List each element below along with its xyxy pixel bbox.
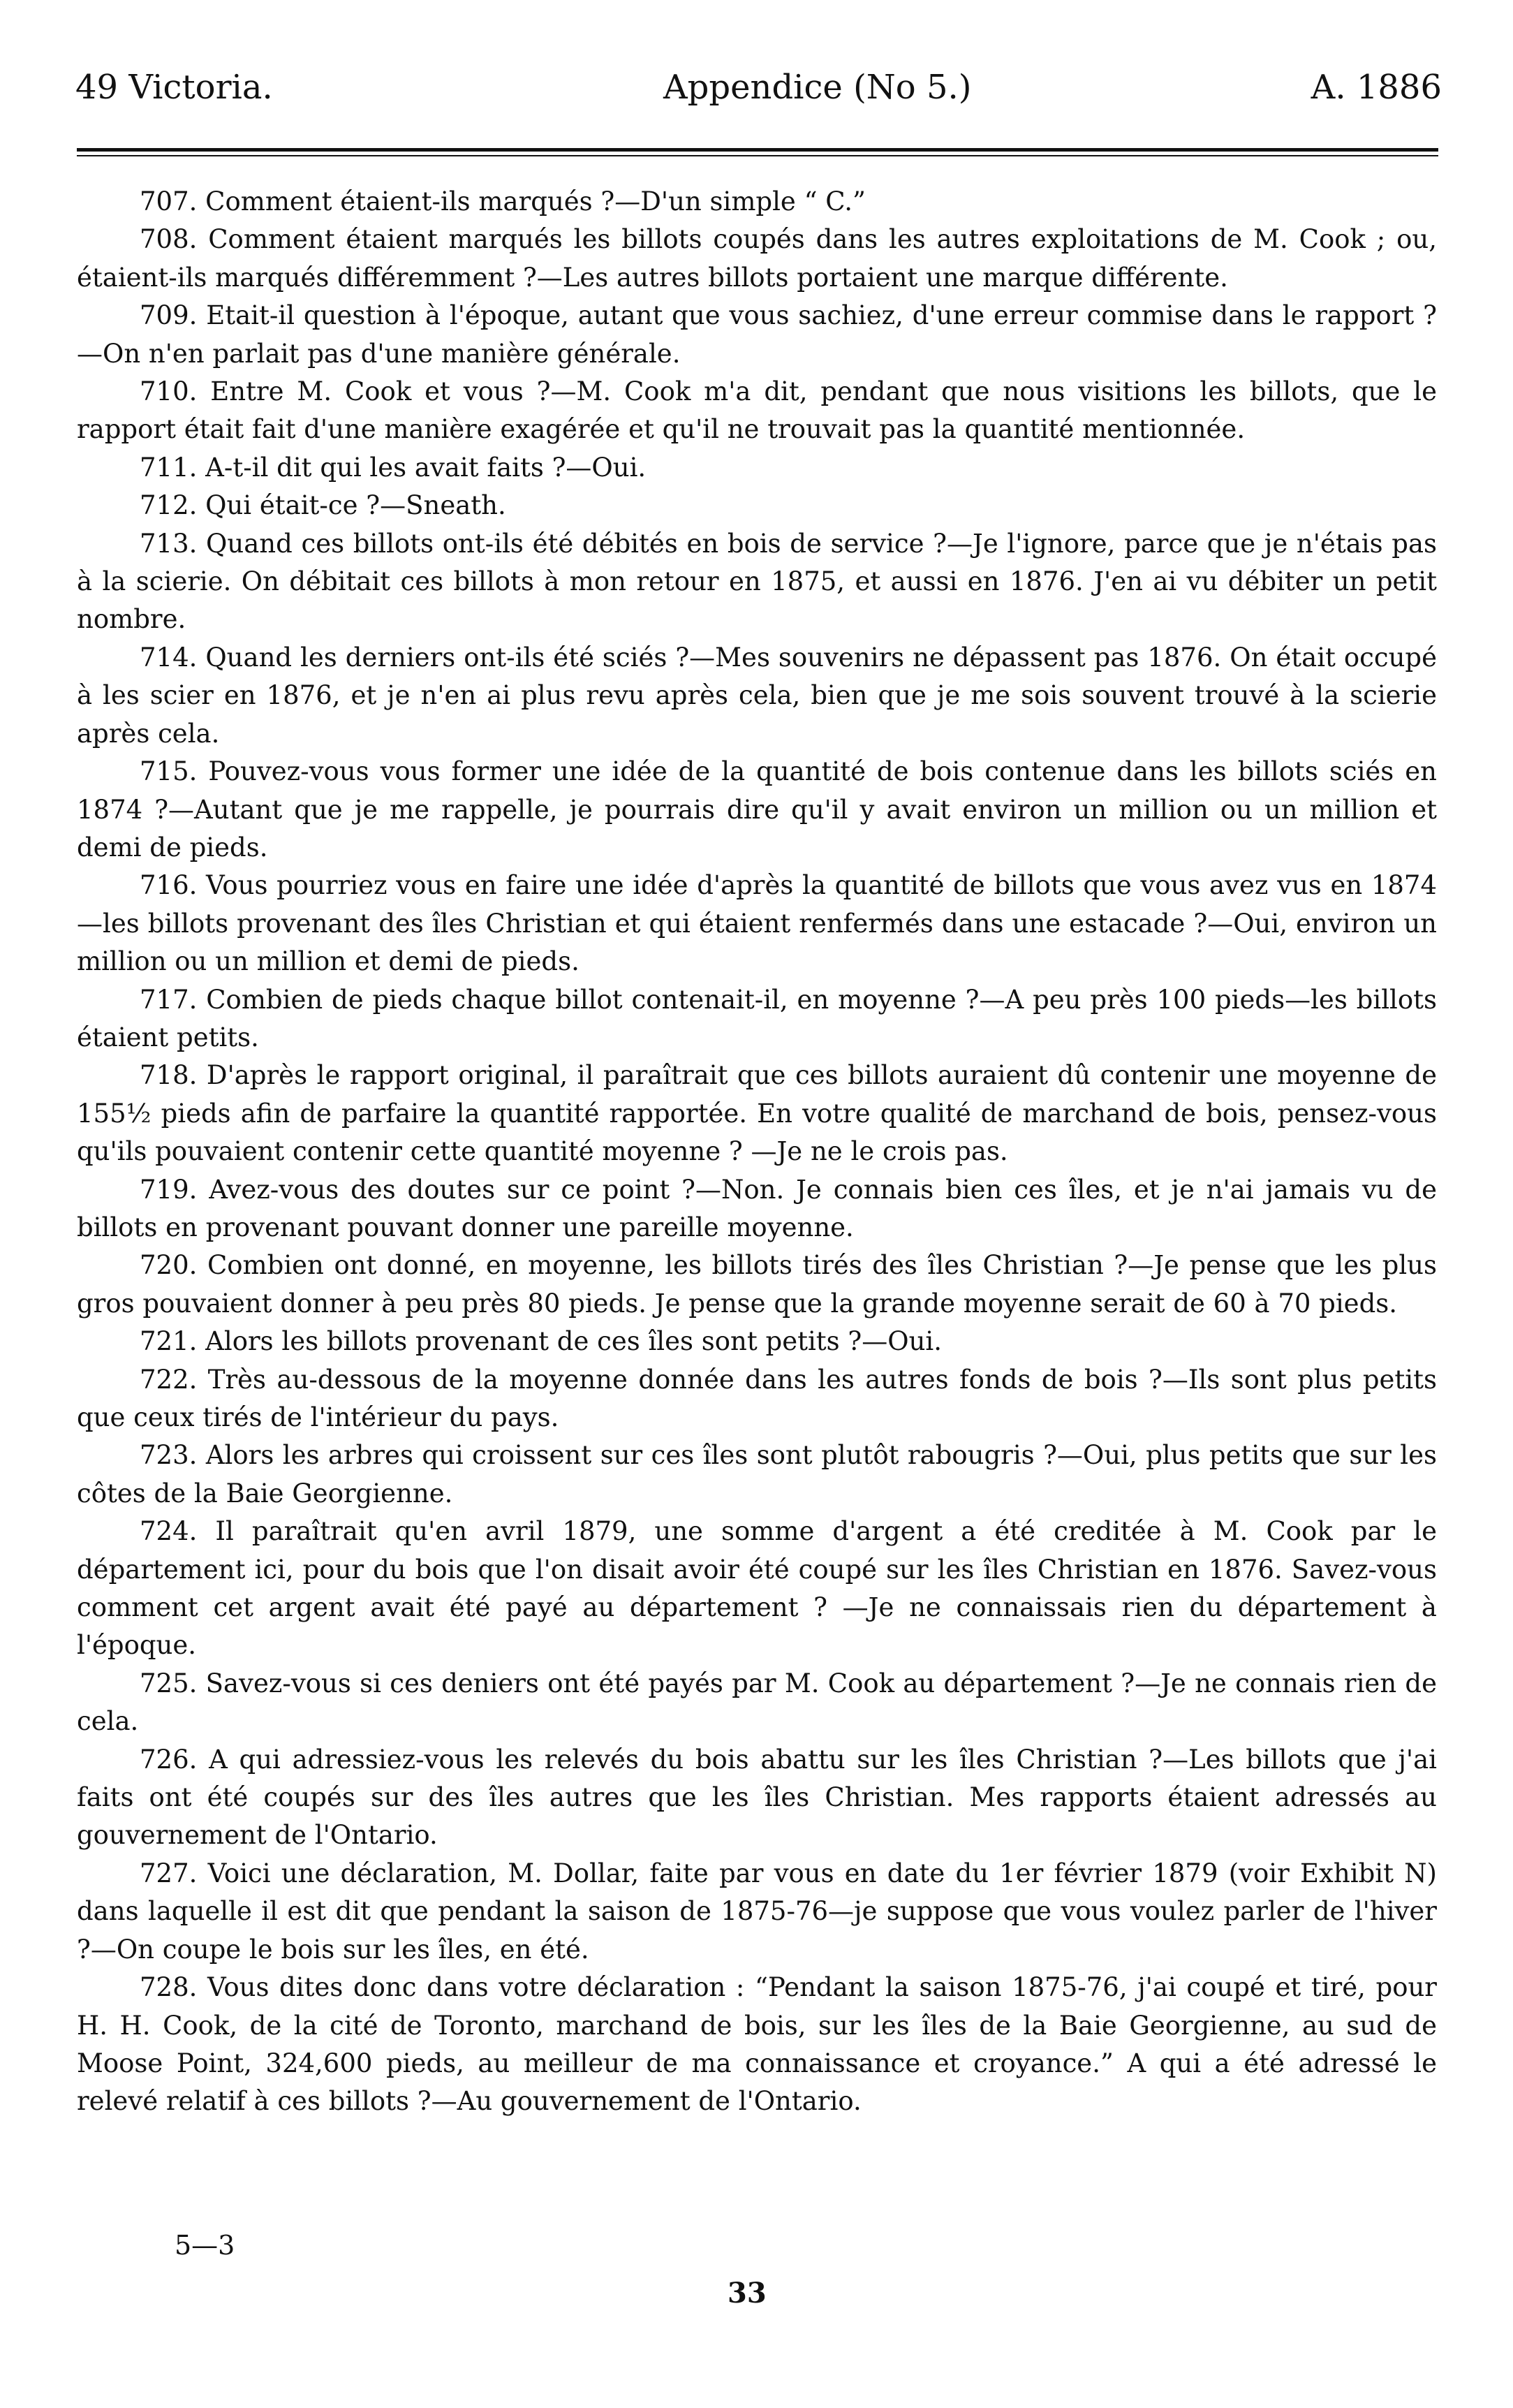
paragraph-714: 714. Quand les derniers ont-ils été sciés ?—Mes souvenirs ne dépassent pas 1876. On était occupé à les scier en 1876, et je n'en ai plus revu après cela, bien que je me sois souvent trouvé à la scierie après cela. <box>77 642 1437 749</box>
paragraph-710: 710. Entre M. Cook et vous ?—M. Cook m'a dit, pendant que nous visitions les billots, que le rapport était fait d'une manière exagérée et qu'il ne trouvait pas la quantité mentionnée. <box>77 376 1437 445</box>
paragraph-725: 725. Savez-vous si ces deniers ont été payés par M. Cook au département ?—Je ne connais rien de cela. <box>77 1668 1437 1737</box>
paragraph-728: 728. Vous dites donc dans votre déclaration : “Pendant la saison 1875-76, j'ai coupé et tiré, pour H. H. Cook, de la cité de Toronto, marchand de bois, sur les îles de la Baie Georgienne, au sud de Moose Point, 324,600 pieds, au meilleur de ma connaissance et croyance.” A qui a été adressé le relevé relatif à ces billots ?—Au gouvernement de l'Ontario. <box>77 1972 1437 2117</box>
paragraph-723: 723. Alors les arbres qui croissent sur ces îles sont plutôt rabougris ?—Oui, plus petits que sur les côtes de la Baie Georgienne. <box>77 1440 1437 1508</box>
paragraph-724: 724. Il paraîtrait qu'en avril 1879, une somme d'argent a été creditée à M. Cook par le département ici, pour du bois que l'on disait avoir été coupé sur les îles Christian en 1876. Savez-vous comment cet argent avait été payé au département ? —Je ne connaissais rien du département à l'époque. <box>77 1516 1437 1661</box>
paragraph-715: 715. Pouvez-vous vous former une idée de la quantité de bois contenue dans les billots sciés en 1874 ?—Autant que je me rappelle, je pourrais dire qu'il y avait environ un million ou un million et demi de pieds. <box>77 756 1437 862</box>
paragraph-709: 709. Etait-il question à l'époque, autant que vous sachiez, d'une erreur commise dans le rapport ?—On n'en parlait pas d'une manière générale. <box>77 300 1437 369</box>
paragraph-722: 722. Très au-dessous de la moyenne donnée dans les autres fonds de bois ?—Ils sont plus petits que ceux tirés de l'intérieur du pays. <box>77 1364 1437 1432</box>
paragraph-711: 711. A-t-il dit qui les avait faits ?—Oui. <box>140 452 647 483</box>
page-number: 33 <box>728 2277 767 2310</box>
body-text <box>77 183 1437 2121</box>
paragraph-707: 707. Comment étaient-ils marqués ?—D'un simple “ C.” <box>140 186 866 216</box>
paragraph-708: 708. Comment étaient marqués les billots coupés dans les autres exploitations de M. Cook ; ou, étaient-ils marqués différemment ?—Les autres billots portaient une marque différente. <box>77 224 1437 293</box>
paragraph-726: 726. A qui adressiez-vous les relevés du bois abattu sur les îles Christian ?—Les billots que j'ai faits ont été coupés sur des îles autres que les îles Christian. Mes rapports étaient adressés au gouvernement de l'Ontario. <box>77 1744 1437 1851</box>
paragraph-716: 716. Vous pourriez vous en faire une idée d'après la quantité de billots que vous avez vus en 1874—les billots provenant des îles Christian et qui étaient renfermés dans une estacade ?—Oui, environ un million ou un million et demi de pieds. <box>77 870 1437 977</box>
header-session: 49 Victoria. <box>75 68 273 107</box>
header-rule-thin <box>77 155 1438 156</box>
header-rule-thick <box>77 148 1438 152</box>
header-year: A. 1886 <box>1311 68 1442 107</box>
page-header <box>70 56 1442 119</box>
paragraph-717: 717. Combien de pieds chaque billot contenait-il, en moyenne ?—A peu près 100 pieds—les billots étaient petits. <box>77 984 1437 1052</box>
paragraph-721: 721. Alors les billots provenant de ces îles sont petits ?—Oui. <box>140 1326 943 1357</box>
paragraph-712: 712. Qui était-ce ?—Sneath. <box>140 490 506 521</box>
paragraph-718: 718. D'après le rapport original, il paraîtrait que ces billots auraient dû contenir une moyenne de 155½ pieds afin de parfaire la quantité rapportée. En votre qualité de marchand de bois, pensez-vous qu'ils pouvaient contenir cette quantité moyenne ? —Je ne le crois pas. <box>77 1060 1437 1167</box>
paragraph-720: 720. Combien ont donné, en moyenne, les billots tirés des îles Christian ?—Je pense que les plus gros pouvaient donner à peu près 80 pieds. Je pense que la grande moyenne serait de 60 à 70 pieds. <box>77 1250 1437 1319</box>
paragraph-719: 719. Avez-vous des doutes sur ce point ?—Non. Je connais bien ces îles, et je n'ai jamais vu de billots en provenant pouvant donner une pareille moyenne. <box>77 1174 1437 1242</box>
paragraph-727: 727. Voici une déclaration, M. Dollar, faite par vous en date du 1er février 1879 (voir Exhibit N) dans laquelle il est dit que pendant la saison de 1875-76—je suppose que vous voulez parler de l'hiver ?—On coupe le bois sur les îles, en été. <box>77 1858 1437 1965</box>
paragraph-713: 713. Quand ces billots ont-ils été débités en bois de service ?—Je l'ignore, parce que je n'étais pas à la scierie. On débitait ces billots à mon retour en 1875, et aussi en 1876. J'en ai vu débiter un petit nombre. <box>77 528 1437 635</box>
header-appendix: Appendice (No 5.) <box>663 68 972 107</box>
signature-mark: 5—3 <box>175 2230 235 2261</box>
